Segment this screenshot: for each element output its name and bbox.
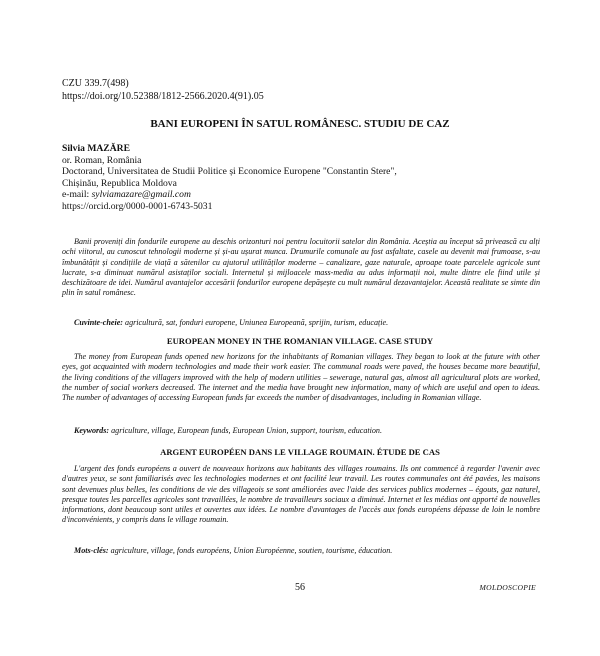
author-location: or. Roman, România (62, 154, 142, 166)
keywords-fr-list: agriculture, village, fonds européens, Union Européenne, soutien, tourisme, éducation. (108, 546, 393, 555)
author-orcid[interactable]: https://orcid.org/0000-0001-6743-5031 (62, 200, 213, 212)
journal-name: MOLDOSCOPIE (479, 583, 536, 592)
author-block (62, 143, 397, 213)
author-name: Silvia MAZĂRE (62, 143, 130, 154)
page-number: 56 (295, 582, 305, 593)
udc-code: CZU 339.7(498) (62, 78, 129, 89)
keywords-en-label: Keywords: (74, 426, 110, 435)
abstract-en-title: EUROPEAN MONEY IN THE ROMANIAN VILLAGE. CASE STUDY (166, 336, 434, 346)
email-label: e-mail: (62, 189, 92, 201)
keywords-ro-list: agricultură, sat, fonduri europene, Uniunea Europeană, sprijin, turism, educație. (123, 318, 389, 327)
author-affiliation: Doctorand, Universitatea de Studii Politice și Economice Europene "Constantin Stere", (62, 166, 397, 178)
keywords-fr-label: Mots-clés: (74, 546, 109, 555)
abstract-fr-text: L'argent des fonds européens a ouvert de nouveaux horizons aux habitants des villages roumains. Ils ont commencé à regarder l'avenir avec d'autres yeux, se sont familiarisés avec les technologies modernes et ont facilité leur travail. Les routes communales ont été pavées, les maisons sont devenues plus belles, les conditions de vie des villageois se sont améliorées avec l'aide des services publics modernes – égouts, gaz naturel, presque toutes les parcelles agricoles sont travaillées, le nombre de travailleurs sociaux a diminué. Internet et les médias ont apporté de nouvelles informations, dont beaucoup sont utiles et ouvertes aux idées. Le nombre d'avantages de l'accès aux fonds européens dépasse de loin le nombre d'inconvénients, y compris dans le village roumain. (62, 464, 540, 525)
keywords-ro-label: Cuvinte-cheie: (74, 318, 124, 327)
keywords-ro (62, 318, 540, 328)
doi-link[interactable]: https://doi.org/10.52388/1812-2566.2020.4(91).05 (62, 91, 264, 102)
keywords-en-list: agriculture, village, European funds, European Union, support, tourism, education. (109, 426, 382, 435)
author-email (62, 189, 397, 201)
abstract-fr-title: ARGENT EUROPÉEN DANS LE VILLAGE ROUMAIN. ÉTUDE DE CAS (160, 447, 440, 457)
author-city: Chișinău, Republica Moldova (62, 177, 177, 189)
keywords-en (62, 426, 540, 436)
email-link[interactable]: sylviamazare@gmail.com (91, 189, 191, 201)
abstract-ro-text: Banii proveniți din fondurile europene au deschis orizonturi noi pentru locuitorii satelor din România. Aceștia au început să privească cu alți ochi viitorul, au cunoscut tehnologii moderne și și-au ușurat munca. Drumurile comunale au fost asfaltate, casele au devenit mai frumoase, s-au îmbunătățit și condițiile de viață a sătenilor cu ajutorul utilităților moderne – canalizare, gaze naturale, aproape toate parcelele agricole sunt lucrate, s-a diminuat numărul asistaților sociali. Internetul și mijloacele mass-media au adus informații noi, multe dintre ele fiind utile și deschizătoare de idei. Numărul avantajelor accesării fondurilor europene depășește cu mult numărul dezavantajelor. Această realitate se simte din plin în satul românesc. (62, 237, 540, 298)
abstract-en-text: The money from European funds opened new horizons for the inhabitants of Romanian villages. They began to look at the future with other eyes, got acquainted with modern technologies and made their work easier. The communal roads were paved, the houses became more beautiful, the living conditions of the villagers improved with the help of modern utilities – sewerage, natural gas, almost all agricultural plots are worked, the number of social workers decreased. The internet and the media have brought new information, many of which are useful and open to ideas. The number of advantages of accessing European funds far exceeds the number of disadvantages, including in Romanian village. (62, 352, 540, 403)
paper-title: BANI EUROPENI ÎN SATUL ROMÂNESC. STUDIU DE CAZ (150, 118, 450, 130)
keywords-fr (62, 546, 540, 556)
